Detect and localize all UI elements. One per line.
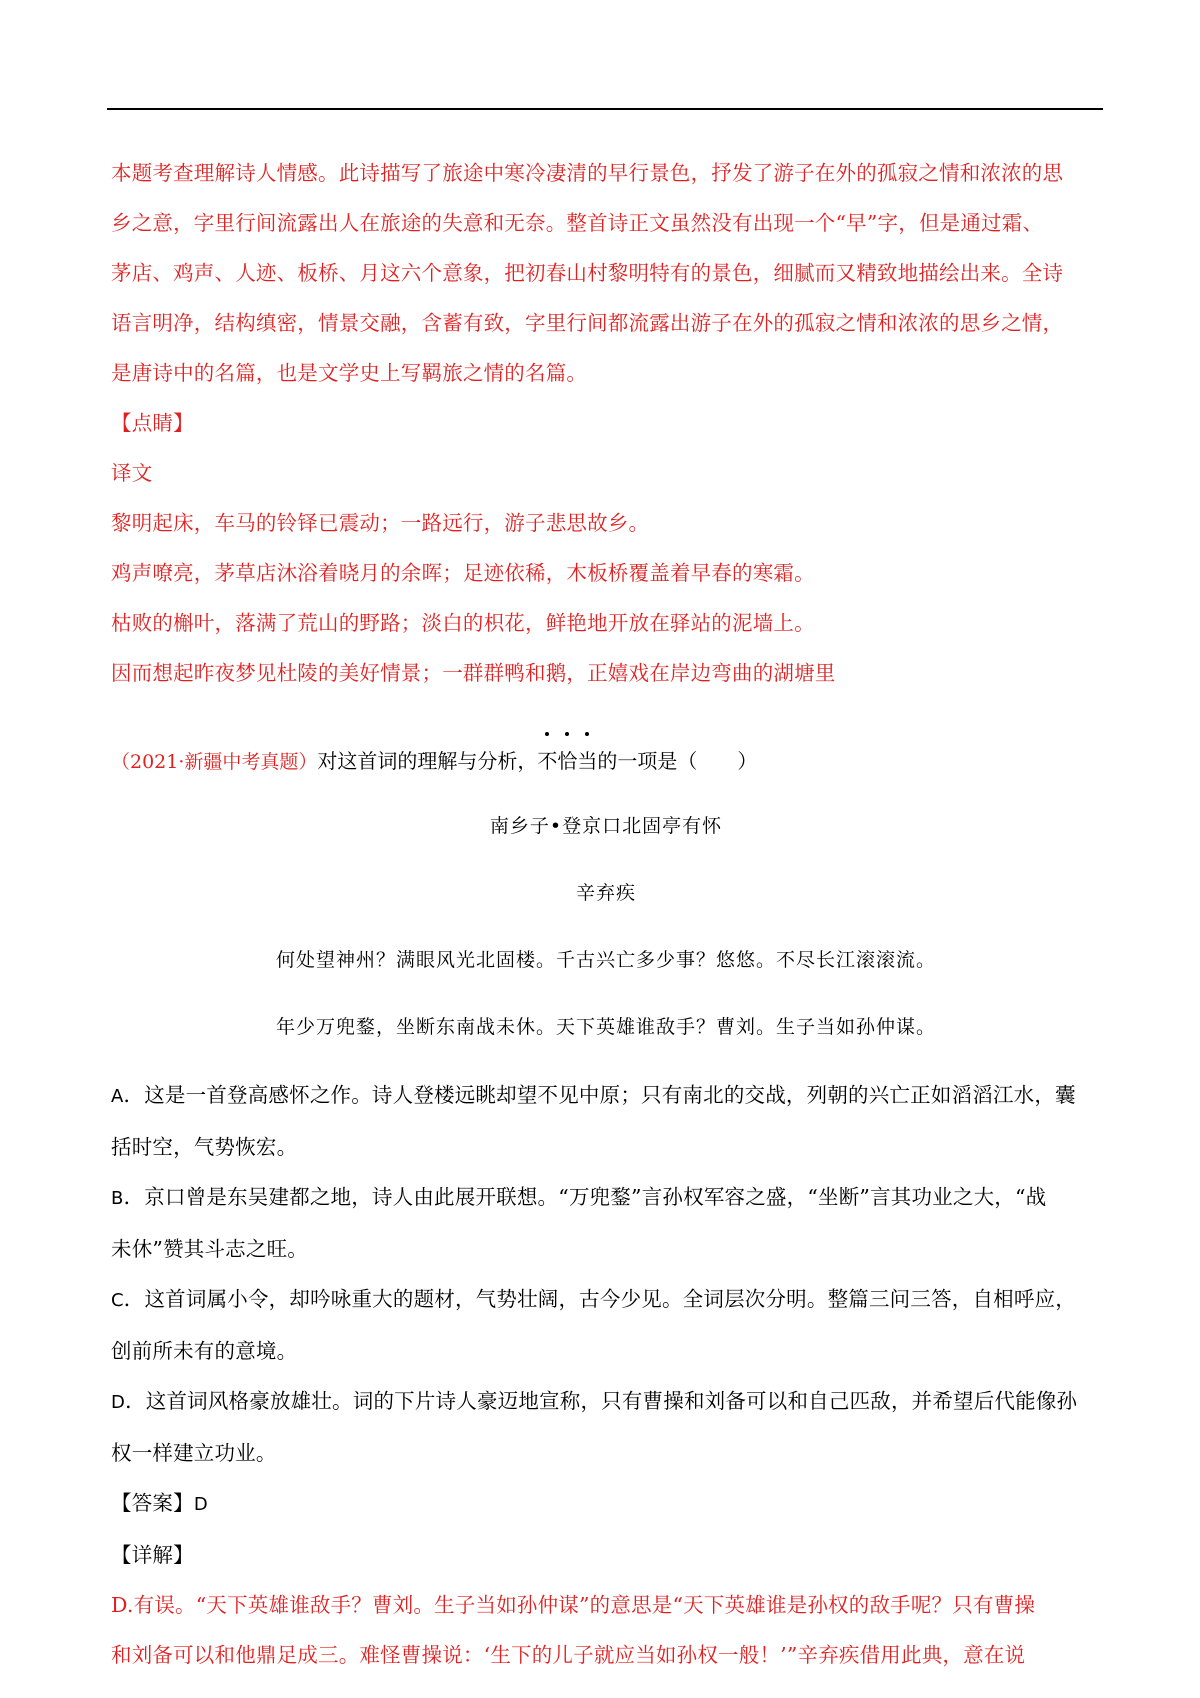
question-stem-after: 的一项是（ ） bbox=[597, 749, 758, 773]
poem-title: 南乡子•登京口北固亭有怀 bbox=[489, 815, 723, 837]
translation-line: 黎明起床，车马的铃铎已震动；一路远行，游子悲思故乡。 bbox=[111, 511, 650, 535]
translation-block bbox=[111, 498, 1101, 698]
option-line: 权一样建立功业。 bbox=[111, 1441, 277, 1465]
poem-line: 何处望神州？满眼风光北固楼。千古兴亡多少事？悠悠。不尽长江滚滚流。 bbox=[275, 949, 936, 971]
option-d bbox=[111, 1376, 1101, 1478]
translation-line: 因而想起昨夜梦见杜陵的美好情景；一群群鸭和鹅，正嬉戏在岸边弯曲的湖塘里 bbox=[111, 661, 836, 685]
option-text: ．这首词风格豪放雄壮。词的下片诗人豪迈地宣称，只有曹操和刘备可以和自己匹敌，并希望后代能像孙 bbox=[125, 1389, 1078, 1413]
analysis-line: 本题考查理解诗人情感。此诗描写了旅途中寒冷凄清的早行景色，抒发了游子在外的孤寂之情和浓浓的思 bbox=[111, 161, 1064, 185]
option-letter: C bbox=[111, 1290, 124, 1311]
option-letter: B bbox=[111, 1188, 124, 1209]
analysis-line: 乡之意，字里行间流露出人在旅途的失意和无奈。整首诗正文虽然没有出现一个“早”字，但是通过霜、 bbox=[111, 211, 1044, 235]
analysis-block bbox=[111, 148, 1101, 398]
analysis-line: 语言明净，结构缜密，情景交融，含蓄有致，字里行间都流露出游子在外的孤寂之情和浓浓的思乡之情， bbox=[111, 311, 1064, 335]
translation-line: 鸡声嘹亮，茅草店沐浴着晓月的余晖；足迹依稀，木板桥覆盖着早春的寒霜。 bbox=[111, 561, 815, 585]
option-line bbox=[111, 1172, 1101, 1224]
translation-label: 译文 bbox=[111, 461, 153, 485]
dianjing-label: 【点睛】 bbox=[111, 411, 194, 435]
question-stem-before: 对这首词的理解与分析， bbox=[317, 749, 538, 773]
poem-block bbox=[111, 802, 1101, 1051]
option-line: 括时空，气势恢宏。 bbox=[111, 1135, 298, 1159]
option-line bbox=[111, 1274, 1101, 1326]
options-block bbox=[111, 1070, 1101, 1478]
option-b bbox=[111, 1172, 1101, 1274]
option-text: ．这首词属小令，却吟咏重大的题材，气势壮阔，古今少见。全词层次分明。整篇三问三答，自相呼应， bbox=[123, 1287, 1076, 1311]
option-line bbox=[111, 1070, 1101, 1122]
question-source: （2021·新疆中考真题） bbox=[111, 751, 318, 773]
header-rule bbox=[107, 108, 1103, 110]
detail-block bbox=[111, 1580, 1101, 1680]
option-line bbox=[111, 1376, 1101, 1428]
analysis-line: 是唐诗中的名篇，也是文学史上写羁旅之情的名篇。 bbox=[111, 361, 588, 385]
option-letter: D bbox=[111, 1392, 126, 1413]
emphasis-char: 当 bbox=[577, 736, 597, 786]
detail-label: 【详解】 bbox=[111, 1543, 194, 1567]
answer-value: D bbox=[193, 1494, 208, 1515]
question-stem bbox=[111, 736, 1101, 787]
option-a bbox=[111, 1070, 1101, 1172]
detail-line: 和刘备可以和他鼎足成三。难怪曹操说：‘生下的儿子就应当如孙权一般！’”辛弃疾借用此典，意在说 bbox=[111, 1643, 1026, 1667]
emphasis-char: 不 bbox=[537, 736, 557, 786]
poem-author: 辛弃疾 bbox=[575, 882, 636, 904]
analysis-line: 茅店、鸡声、人迹、板桥、月这六个意象，把初春山村黎明特有的景色，细腻而又精致地描绘出来。全诗 bbox=[111, 261, 1064, 285]
option-line: 未休”赞其斗志之旺。 bbox=[111, 1237, 308, 1261]
option-line: 创前所未有的意境。 bbox=[111, 1339, 298, 1363]
answer-line bbox=[111, 1478, 1101, 1530]
option-text: ．京口曾是东吴建都之地，诗人由此展开联想。“万兜鍪”言孙权军容之盛，“坐断”言其功业之大，“战 bbox=[123, 1185, 1047, 1209]
content-body bbox=[111, 148, 1101, 1680]
option-text: ．这是一首登高感怀之作。诗人登楼远眺却望不见中原；只有南北的交战，列朝的兴亡正如滔滔江水，囊 bbox=[123, 1083, 1076, 1107]
emphasis-char: 恰 bbox=[557, 736, 577, 786]
option-letter: A bbox=[111, 1086, 124, 1107]
poem-line: 年少万兜鍪，坐断东南战未休。天下英雄谁敌手？曹刘。生子当如孙仲谋。 bbox=[275, 1016, 936, 1038]
translation-line: 枯败的槲叶，落满了荒山的野路；淡白的枳花，鲜艳地开放在驿站的泥墙上。 bbox=[111, 611, 815, 635]
answer-label: 【答案】 bbox=[111, 1491, 194, 1515]
option-c bbox=[111, 1274, 1101, 1376]
detail-line: D.有误。“天下英雄谁敌手？曹刘。生子当如孙仲谋”的意思是“天下英雄谁是孙权的敌手呢？只有曹操 bbox=[111, 1593, 1036, 1617]
